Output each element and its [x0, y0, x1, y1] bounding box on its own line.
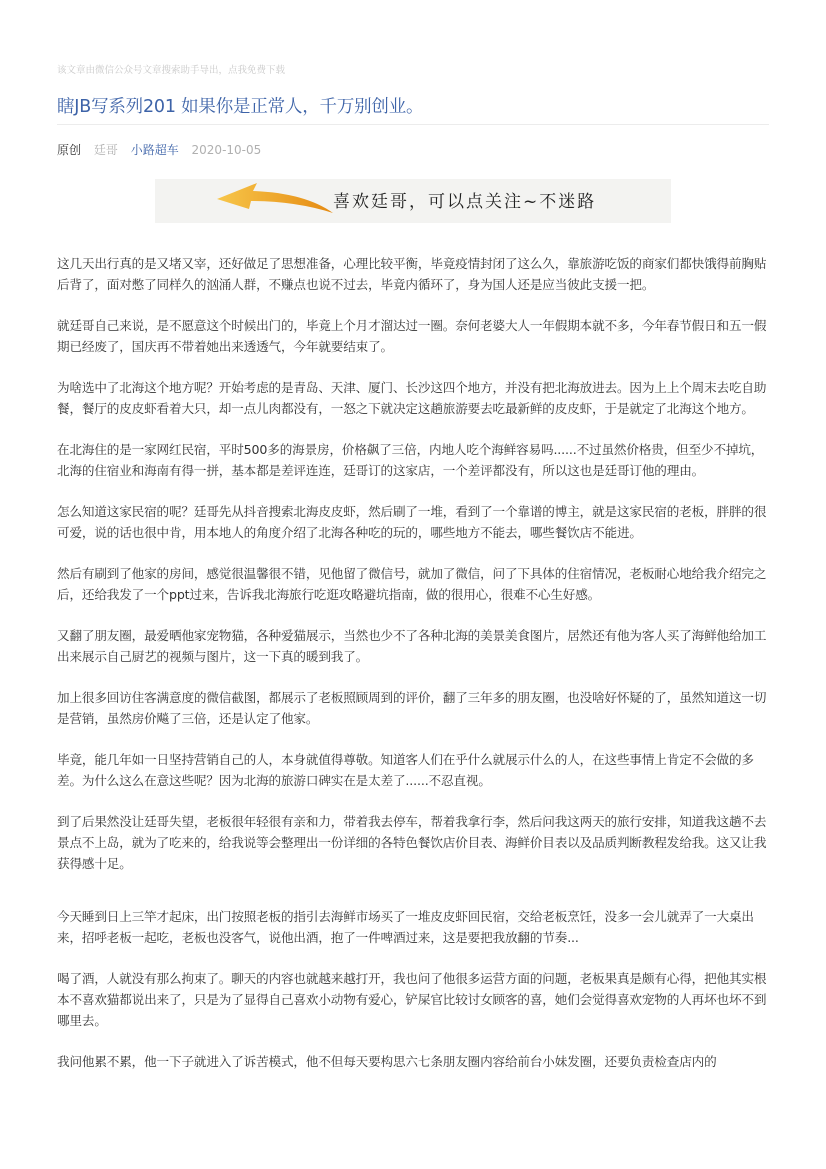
paragraph: 毕竟，能几年如一日坚持营销自己的人，本身就值得尊敬。知道客人们在乎什么就展示什么的人，在这些事情上肯定不会做的多差。为什么这么在意这些呢？因为北海的旅游口碑实在是太差了......不忍直视。: [57, 752, 754, 788]
paragraph: 喝了酒，人就没有那么拘束了。聊天的内容也就越来越打开，我也问了他很多运营方面的问题，老板果真是颇有心得，把他其实根本不喜欢猫都说出来了，只是为了显得自己喜欢小动物有爱心，铲屎官比较讨女顾客的喜，她们会觉得喜欢宠物的人再坏也坏不到哪里去。: [57, 971, 767, 1028]
paragraph: 怎么知道这家民宿的呢？廷哥先从抖音搜索北海皮皮虾，然后刷了一堆，看到了一个靠谱的博主，就是这家民宿的老板，胖胖的很可爱，说的话也很中肯，用本地人的角度介绍了北海各种吃的玩的，哪些地方不能去，哪些餐饮店不能进。: [57, 504, 767, 540]
article-body: [57, 253, 769, 1092]
account-link[interactable]: 小路超车: [130, 143, 179, 157]
follow-banner: [155, 179, 671, 223]
paragraph: 加上很多回访住客满意度的微信截图，都展示了老板照顾周到的评价，翻了三年多的朋友圈，也没啥好怀疑的了，虽然知道这一切是营销，虽然房价飚了三倍，还是认定了他家。: [57, 690, 767, 726]
export-notice[interactable]: 该文章由微信公众号文章搜索助手导出，点我免费下载: [57, 65, 286, 76]
paragraph: 我问他累不累，他一下子就进入了诉苦模式，他不但每天要构思六七条朋友圈内容给前台小妹发圈，还要负责检查店内的: [57, 1054, 717, 1069]
publish-date: 2020-10-05: [191, 143, 262, 157]
banner-text: 喜欢廷哥，可以点关注~不迷路: [333, 192, 597, 212]
paragraph: 在北海住的是一家网红民宿，平时500多的海景房，价格飙了三倍，内地人吃个海鲜容易吗......不过虽然价格贵，但至少不掉坑，北海的住宿业和海南有得一拼，基本都是差评连连，廷哥订的这家店，一个差评都没有，所以这也是廷哥订他的理由。: [57, 442, 764, 478]
author-name: 廷哥: [93, 143, 118, 157]
original-tag: 原创: [57, 143, 82, 157]
paragraph: 就廷哥自己来说，是不愿意这个时候出门的，毕竟上个月才溜达过一圈。奈何老婆大人一年假期本就不多，今年春节假日和五一假期已经废了，国庆再不带着她出来透透气，今年就要结束了。: [57, 318, 767, 354]
paragraph: 为啥选中了北海这个地方呢？开始考虑的是青岛、天津、厦门、长沙这四个地方，并没有把北海放进去。因为上上个周末去吃自助餐，餐厅的皮皮虾看着大只，却一点儿肉都没有，一怒之下就决定这趟旅游要去吃最新鲜的皮皮虾，于是就定了北海这个地方。: [57, 380, 767, 416]
article-title: 瞎JB写系列201 如果你是正常人，千万别创业。: [57, 97, 424, 117]
article-meta: [57, 141, 270, 158]
paragraph: 这几天出行真的是又堵又宰，还好做足了思想准备，心理比较平衡，毕竟疫情封闭了这么久，靠旅游吃饭的商家们都快饿得前胸贴后背了，面对憋了同样久的汹涌人群，不赚点也说不过去，毕竟内循环了，身为国人还是应当彼此支援一把。: [57, 256, 767, 292]
paragraph: 今天睡到日上三竿才起床，出门按照老板的指引去海鲜市场买了一堆皮皮虾回民宿，交给老板烹饪，没多一会儿就弄了一大桌出来，招呼老板一起吃，老板也没客气，说他出酒，抱了一件啤酒过来，这是要把我放翻的节奏...: [57, 909, 754, 945]
paragraph: 然后有刷到了他家的房间，感觉很温馨很不错，见他留了微信号，就加了微信，问了下具体的住宿情况，老板耐心地给我介绍完之后，还给我发了一个ppt过来，告诉我北海旅行吃逛攻略避坑指南，做的很用心，很难不心生好感。: [57, 566, 767, 602]
paragraph: 又翻了朋友圈，最爱晒他家宠物猫，各种爱猫展示，当然也少不了各种北海的美景美食图片，居然还有他为客人买了海鲜他给加工出来展示自己厨艺的视频与图片，这一下真的暖到我了。: [57, 628, 767, 664]
paragraph: 到了后果然没让廷哥失望，老板很年轻很有亲和力，带着我去停车，帮着我拿行李，然后问我这两天的旅行安排，知道我这趟不去景点不上岛，就为了吃来的，给我说等会整理出一份详细的各特色餐饮店价目表、海鲜价目表以及品质判断教程发给我。这又让我获得感十足。: [57, 814, 767, 871]
title-divider: [57, 124, 769, 125]
